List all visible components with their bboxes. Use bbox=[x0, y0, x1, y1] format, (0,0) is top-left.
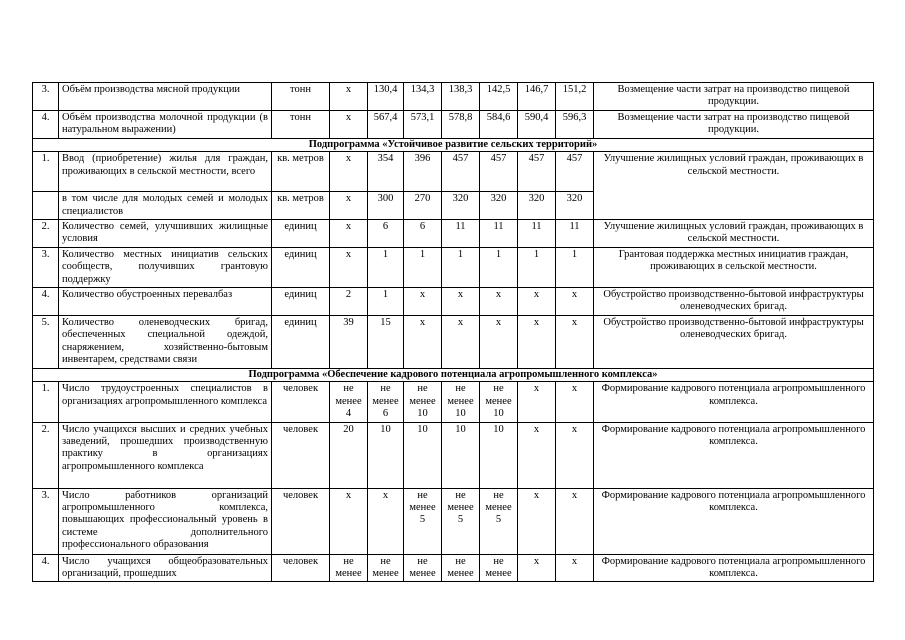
value-cell: 39 bbox=[330, 315, 368, 368]
value-cell: 457 bbox=[442, 152, 480, 192]
row-number bbox=[33, 192, 59, 220]
subprogram-header-row bbox=[33, 138, 874, 151]
value-cell: х bbox=[556, 422, 594, 488]
value-cell: 596,3 bbox=[556, 111, 594, 139]
value-cell: 10 bbox=[368, 422, 404, 488]
value-cell: х bbox=[330, 83, 368, 111]
unit-cell: единиц bbox=[272, 247, 330, 287]
value-cell: х bbox=[330, 247, 368, 287]
subprogram-header-row bbox=[33, 368, 874, 381]
value-cell: 320 bbox=[518, 192, 556, 220]
value-cell: 11 bbox=[480, 220, 518, 248]
unit-cell: человек bbox=[272, 488, 330, 554]
value-cell: 573,1 bbox=[404, 111, 442, 139]
row-number: 4. bbox=[33, 554, 59, 582]
measure-note: Обустройство производственно-бытовой инфраструктуры оленеводческих бригад. bbox=[594, 315, 874, 368]
table-row bbox=[33, 315, 874, 368]
value-cell: 1 bbox=[368, 247, 404, 287]
measure-note: Формирование кадрового потенциала агропромышленного комплекса. bbox=[594, 554, 874, 582]
value-cell: не менее 10 bbox=[480, 382, 518, 422]
value-cell: 151,2 bbox=[556, 83, 594, 111]
row-number: 5. bbox=[33, 315, 59, 368]
value-cell: 1 bbox=[404, 247, 442, 287]
unit-cell: тонн bbox=[272, 83, 330, 111]
value-cell: 396 bbox=[404, 152, 442, 192]
value-cell: не менее 5 bbox=[480, 488, 518, 554]
value-cell: 1 bbox=[556, 247, 594, 287]
value-cell: х bbox=[330, 152, 368, 192]
value-cell: х bbox=[480, 288, 518, 316]
value-cell: х bbox=[330, 111, 368, 139]
table-row bbox=[33, 288, 874, 316]
unit-cell: тонн bbox=[272, 111, 330, 139]
unit-cell: кв. метров bbox=[272, 152, 330, 192]
value-cell: 15 bbox=[368, 315, 404, 368]
unit-cell: единиц bbox=[272, 220, 330, 248]
table-row bbox=[33, 554, 874, 582]
table-row bbox=[33, 247, 874, 287]
unit-cell: человек bbox=[272, 382, 330, 422]
value-cell: не менее bbox=[480, 554, 518, 582]
row-number: 3. bbox=[33, 83, 59, 111]
value-cell: х bbox=[404, 315, 442, 368]
value-cell: х bbox=[330, 488, 368, 554]
indicator-name: Число работников организаций агропромышленного комплекса, повышающих профессиональный уровень в системе дополнительного профессионального образования bbox=[59, 488, 272, 554]
value-cell: х bbox=[368, 488, 404, 554]
value-cell: х bbox=[480, 315, 518, 368]
value-cell: х bbox=[518, 488, 556, 554]
value-cell: 1 bbox=[368, 288, 404, 316]
value-cell: х bbox=[330, 220, 368, 248]
value-cell: х bbox=[442, 315, 480, 368]
value-cell: 6 bbox=[404, 220, 442, 248]
value-cell: 142,5 bbox=[480, 83, 518, 111]
value-cell: 134,3 bbox=[404, 83, 442, 111]
row-number: 1. bbox=[33, 152, 59, 192]
indicator-name: Число учащихся общеобразовательных организаций, прошедших bbox=[59, 554, 272, 582]
indicator-name: Количество оленеводческих бригад, обеспеченных специальной одеждой, снаряжением, хозяйственно-бытовым инвентарем, средствами связи bbox=[59, 315, 272, 368]
subprogram-title: Подпрограмма «Устойчивое развитие сельских территорий» bbox=[33, 138, 874, 151]
row-number: 3. bbox=[33, 488, 59, 554]
measure-note: Формирование кадрового потенциала агропромышленного комплекса. bbox=[594, 382, 874, 422]
value-cell: 1 bbox=[442, 247, 480, 287]
value-cell: 320 bbox=[480, 192, 518, 220]
value-cell: х bbox=[518, 382, 556, 422]
value-cell: 138,3 bbox=[442, 83, 480, 111]
value-cell: х bbox=[518, 422, 556, 488]
row-number: 2. bbox=[33, 220, 59, 248]
table-row bbox=[33, 83, 874, 111]
value-cell: 10 bbox=[442, 422, 480, 488]
value-cell: 1 bbox=[518, 247, 556, 287]
unit-cell: кв. метров bbox=[272, 192, 330, 220]
value-cell: х bbox=[404, 288, 442, 316]
indicators-table bbox=[32, 82, 874, 582]
value-cell: 578,8 bbox=[442, 111, 480, 139]
indicator-name: Количество обустроенных перевалбаз bbox=[59, 288, 272, 316]
indicator-name: Объём производства молочной продукции (в натуральном выражении) bbox=[59, 111, 272, 139]
value-cell: 457 bbox=[556, 152, 594, 192]
value-cell: не менее 10 bbox=[404, 382, 442, 422]
table-row bbox=[33, 488, 874, 554]
value-cell: 10 bbox=[404, 422, 442, 488]
measure-note: Улучшение жилищных условий граждан, проживающих в сельской местности. bbox=[594, 220, 874, 248]
value-cell: 354 bbox=[368, 152, 404, 192]
value-cell: 567,4 bbox=[368, 111, 404, 139]
table-row bbox=[33, 220, 874, 248]
value-cell: не менее bbox=[404, 554, 442, 582]
indicator-name: Число трудоустроенных специалистов в организациях агропромышленного комплекса bbox=[59, 382, 272, 422]
value-cell: не менее 5 bbox=[404, 488, 442, 554]
value-cell: 270 bbox=[404, 192, 442, 220]
measure-note: Грантовая поддержка местных инициатив граждан, проживающих в сельской местности. bbox=[594, 247, 874, 287]
indicator-name: Число учащихся высших и средних учебных заведений, прошедших производственную практику в организациях агропромышленного комплекса bbox=[59, 422, 272, 488]
indicator-name: Ввод (приобретение) жилья для граждан, проживающих в сельской местности, всего bbox=[59, 152, 272, 192]
unit-cell: человек bbox=[272, 554, 330, 582]
value-cell: 457 bbox=[480, 152, 518, 192]
value-cell: 6 bbox=[368, 220, 404, 248]
value-cell: х bbox=[556, 554, 594, 582]
measure-note: Формирование кадрового потенциала агропромышленного комплекса. bbox=[594, 422, 874, 488]
value-cell: х bbox=[518, 315, 556, 368]
measure-note: Возмещение части затрат на производство пищевой продукции. bbox=[594, 111, 874, 139]
value-cell: х bbox=[518, 288, 556, 316]
value-cell: 10 bbox=[480, 422, 518, 488]
value-cell: 20 bbox=[330, 422, 368, 488]
value-cell: не менее bbox=[368, 554, 404, 582]
value-cell: 11 bbox=[556, 220, 594, 248]
measure-note: Обустройство производственно-бытовой инфраструктуры оленеводческих бригад. bbox=[594, 288, 874, 316]
value-cell: не менее 5 bbox=[442, 488, 480, 554]
table-row bbox=[33, 382, 874, 422]
unit-cell: человек bbox=[272, 422, 330, 488]
value-cell: 300 bbox=[368, 192, 404, 220]
value-cell: 11 bbox=[518, 220, 556, 248]
measure-note: Улучшение жилищных условий граждан, проживающих в сельской местности. bbox=[594, 152, 874, 220]
value-cell: 590,4 bbox=[518, 111, 556, 139]
value-cell: 146,7 bbox=[518, 83, 556, 111]
value-cell: 1 bbox=[480, 247, 518, 287]
value-cell: х bbox=[442, 288, 480, 316]
indicator-name: Количество местных инициатив сельских сообществ, получивших грантовую поддержку bbox=[59, 247, 272, 287]
value-cell: не менее bbox=[330, 554, 368, 582]
row-number: 4. bbox=[33, 288, 59, 316]
table-row bbox=[33, 111, 874, 139]
value-cell: не менее bbox=[442, 554, 480, 582]
value-cell: 320 bbox=[442, 192, 480, 220]
value-cell: 2 bbox=[330, 288, 368, 316]
value-cell: не менее 4 bbox=[330, 382, 368, 422]
value-cell: 457 bbox=[518, 152, 556, 192]
row-number: 1. bbox=[33, 382, 59, 422]
row-number: 4. bbox=[33, 111, 59, 139]
value-cell: не менее 6 bbox=[368, 382, 404, 422]
indicator-name: Объём производства мясной продукции bbox=[59, 83, 272, 111]
table-row bbox=[33, 152, 874, 192]
row-number: 2. bbox=[33, 422, 59, 488]
value-cell: не менее 10 bbox=[442, 382, 480, 422]
unit-cell: единиц bbox=[272, 315, 330, 368]
value-cell: х bbox=[330, 192, 368, 220]
value-cell: 320 bbox=[556, 192, 594, 220]
value-cell: х bbox=[556, 288, 594, 316]
value-cell: х bbox=[556, 315, 594, 368]
table-row bbox=[33, 422, 874, 488]
indicator-name: в том числе для молодых семей и молодых специалистов bbox=[59, 192, 272, 220]
indicator-name: Количество семей, улучшивших жилищные условия bbox=[59, 220, 272, 248]
value-cell: 584,6 bbox=[480, 111, 518, 139]
measure-note: Формирование кадрового потенциала агропромышленного комплекса. bbox=[594, 488, 874, 554]
value-cell: 130,4 bbox=[368, 83, 404, 111]
measure-note: Возмещение части затрат на производство пищевой продукции. bbox=[594, 83, 874, 111]
value-cell: х bbox=[518, 554, 556, 582]
value-cell: х bbox=[556, 488, 594, 554]
unit-cell: единиц bbox=[272, 288, 330, 316]
subprogram-title: Подпрограмма «Обеспечение кадрового потенциала агропромышленного комплекса» bbox=[33, 368, 874, 381]
value-cell: 11 bbox=[442, 220, 480, 248]
value-cell: х bbox=[556, 382, 594, 422]
row-number: 3. bbox=[33, 247, 59, 287]
